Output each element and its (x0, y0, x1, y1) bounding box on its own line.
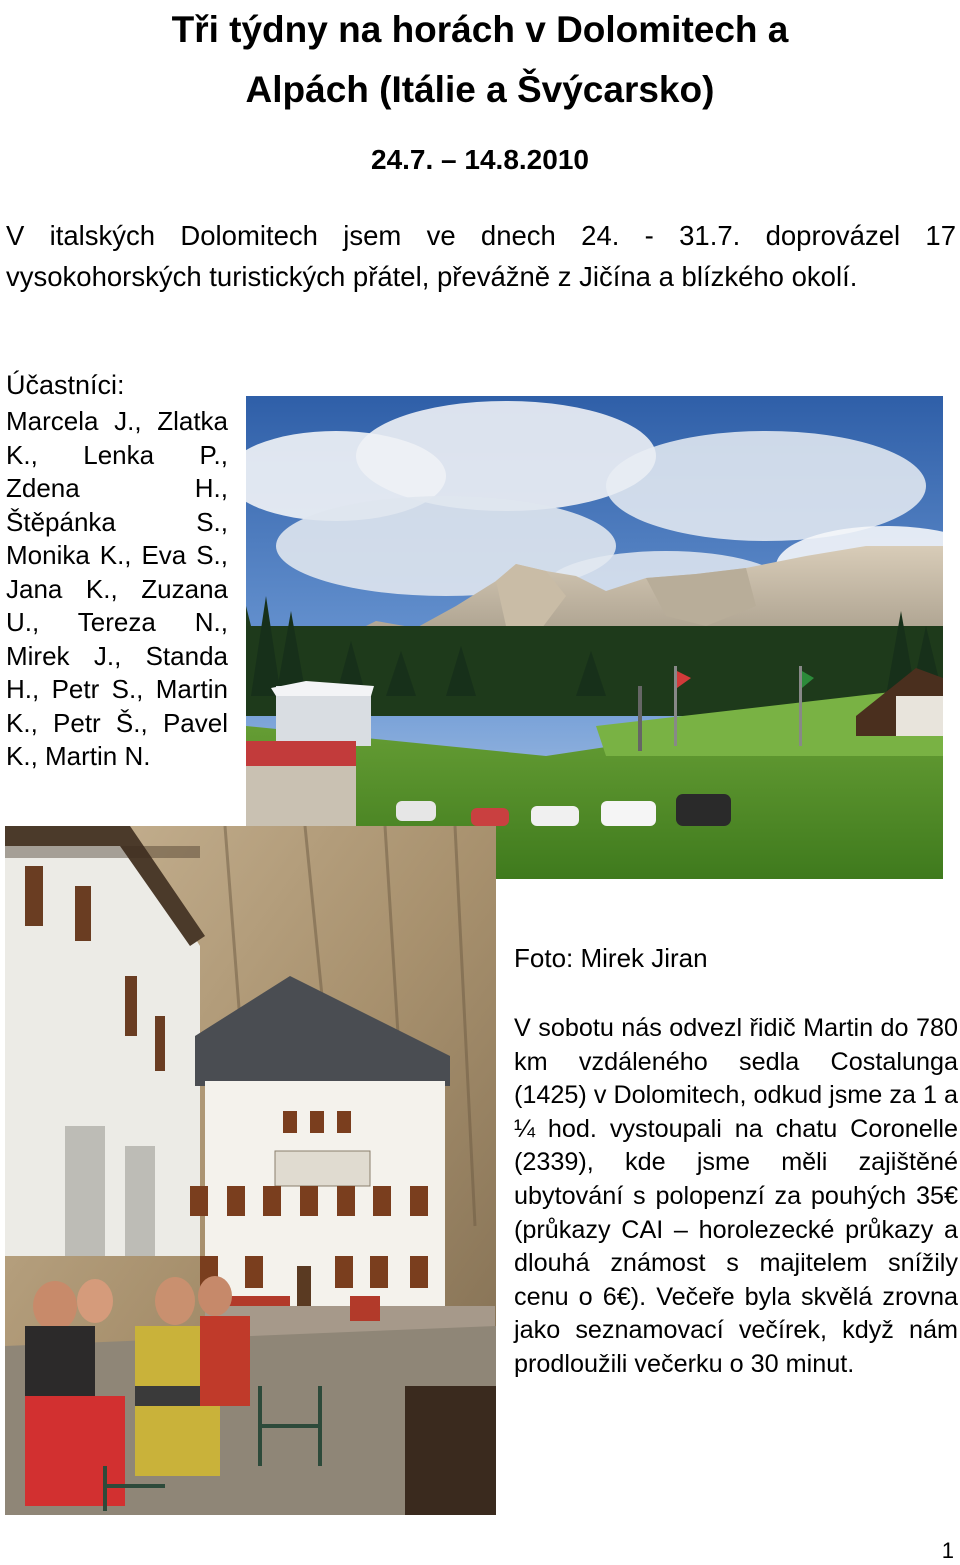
body-paragraph: V sobotu nás odvezl řidič Martin do 780 km vzdáleného sedla Costalunga (1425) v Dolomitech, odkud jsme za 1 a ¼ hod. vystoupali na chatu Coronelle (2339), kde jsme měli zajištěné ubytování s polopenzí za pouhých 35€ (průkazy CAI – horolezecké průkazy a dlouhá známost s majitelem snížily cenu o 6€). Večeře byla skvělá zrovna jako seznamovací večírek, když nám prodloužili večerku o 30 minut. (514, 1014, 958, 1378)
participants-list: Marcela J., Zlatka K., Lenka P., Zdena H., Štěpánka S., Monika K., Eva S., Jana K., Zuzana U., Tereza N., Mirek J., Standa H., Petr S., Martin K., Petr Š., Pavel K., Martin N. (6, 406, 228, 771)
participants-heading: Účastníci: (6, 370, 125, 400)
title-line-2: Alpách (Itálie a Švýcarsko) (245, 69, 715, 110)
photo-caption: Foto: Mirek Jiran (514, 943, 708, 973)
dolomites-landscape-photo (246, 396, 943, 879)
page-number: 1 (941, 1538, 954, 1563)
document-title (0, 0, 960, 120)
intro-paragraph: V italských Dolomitech jsem ve dnech 24. - 31.7. doprovázel 17 vysokohorských turistických přátel, převážně z Jičína a blízkého okolí. (6, 220, 956, 292)
title-line-1: Tři týdny na horách v Dolomitech a (171, 9, 789, 50)
mountain-hut-photo (5, 826, 496, 1515)
trip-dates: 24.7. – 14.8.2010 (371, 144, 589, 175)
